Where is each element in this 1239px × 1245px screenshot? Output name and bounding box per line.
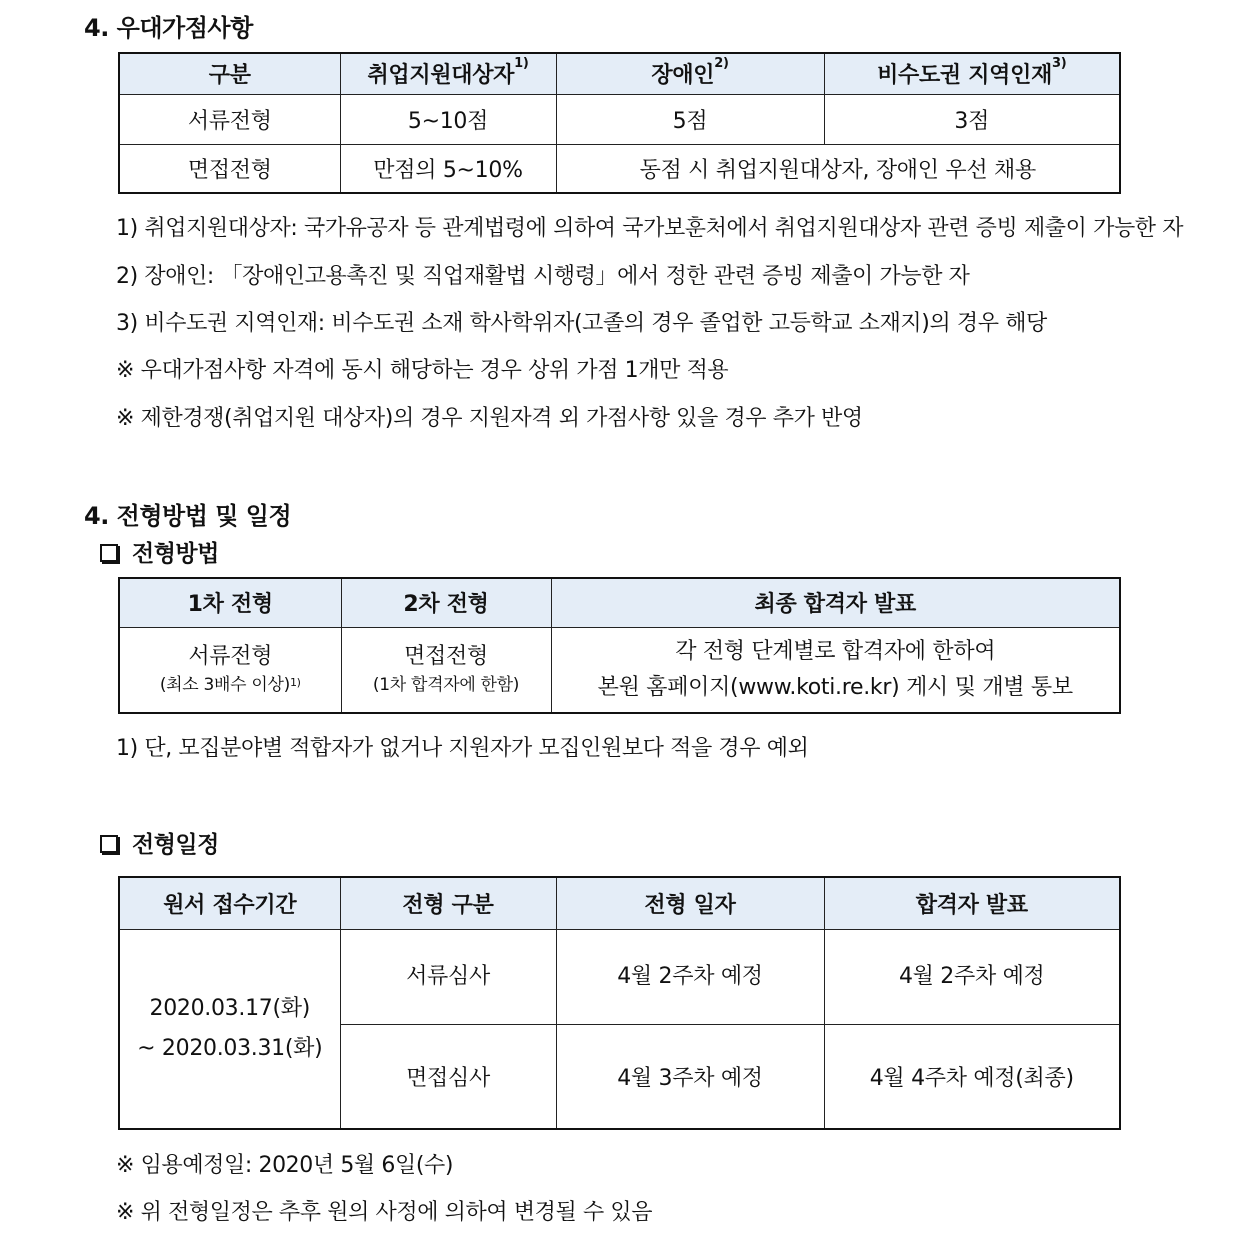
table-header-cell: 1차 전형	[119, 578, 341, 627]
checkbox-square-icon	[100, 544, 118, 562]
subheading-method	[100, 535, 219, 568]
table-cell: 면접전형	[119, 144, 340, 193]
table-header-row	[119, 877, 1120, 929]
table-cell: 서류전형	[119, 94, 340, 144]
table-cell	[119, 929, 340, 1129]
table-cell: 동점 시 취업지원대상자, 장애인 우선 채용	[556, 144, 1120, 193]
table-row	[119, 94, 1120, 144]
stage-condition: (1차 합격자에 한함)	[372, 674, 520, 695]
table-cell: 4월 4주차 예정(최종)	[824, 1024, 1120, 1129]
table-header-cell: 합격자 발표	[824, 877, 1120, 929]
remark: ※ 제한경쟁(취업지원 대상자)의 경우 지원자격 외 가점사항 있을 경우 추가 반영	[116, 406, 863, 431]
table-header-cell: 최종 합격자 발표	[551, 578, 1120, 627]
application-period-end: ~ 2020.03.31(화)	[137, 1035, 323, 1061]
table-cell: 면접심사	[340, 1024, 556, 1129]
table-cell: 4월 3주차 예정	[556, 1024, 824, 1129]
remark: ※ 임용예정일: 2020년 5월 6일(수)	[116, 1153, 454, 1178]
subheading-label: 전형방법	[132, 541, 219, 567]
table-cell	[341, 627, 551, 713]
table-cell: 서류심사	[340, 929, 556, 1024]
table-row	[119, 929, 1120, 1024]
table-cell: 3점	[824, 94, 1120, 144]
table-header-row	[119, 578, 1120, 627]
table-header-cell: 2차 전형	[341, 578, 551, 627]
table-row	[119, 144, 1120, 193]
table-cell	[551, 627, 1120, 713]
table-header-cell: 전형 일자	[556, 877, 824, 929]
remark: ※ 위 전형일정은 추후 원의 사정에 의하여 변경될 수 있음	[116, 1200, 653, 1225]
announcement-line: 본원 홈페이지(www.koti.re.kr) 게시 및 개별 통보	[597, 674, 1073, 700]
footnote: 1) 단, 모집분야별 적합자가 없거나 지원자가 모집인원보다 적을 경우 예외	[116, 736, 809, 761]
table-cell: 4월 2주차 예정	[556, 929, 824, 1024]
method-table	[118, 577, 1121, 714]
table-cell: 4월 2주차 예정	[824, 929, 1120, 1024]
table-cell	[119, 627, 341, 713]
table-header-cell: 비수도권 지역인재$^{3)}$	[824, 53, 1120, 94]
stage-condition: (최소 3배수 이상)$^{1)}$	[159, 674, 301, 695]
table-cell: 5~10점	[340, 94, 556, 144]
table-cell: 만점의 5~10%	[340, 144, 556, 193]
subheading-label: 전형일정	[132, 832, 219, 858]
section-heading-preference: 4. 우대가점사항	[84, 14, 253, 42]
stage-name: 면접전형	[404, 643, 488, 669]
table-header-cell: 장애인$^{2)}$	[556, 53, 824, 94]
stage-name: 서류전형	[188, 643, 273, 669]
schedule-table	[118, 876, 1121, 1130]
table-header-cell: 전형 구분	[340, 877, 556, 929]
announcement-line: 각 전형 단계별로 합격자에 한하여	[675, 638, 996, 664]
footnote: 2) 장애인: 「장애인고용촉진 및 직업재활법 시행령」에서 정한 관련 증빙 제출이 가능한 자	[116, 264, 970, 289]
footnote: 1) 취업지원대상자: 국가유공자 등 관계법령에 의하여 국가보훈처에서 취업지원대상자 관련 증빙 제출이 가능한 자	[116, 216, 1184, 241]
preference-table	[118, 52, 1121, 194]
footnote: 3) 비수도권 지역인재: 비수도권 소재 학사학위자(고졸의 경우 졸업한 고등학교 소재지)의 경우 해당	[116, 311, 1047, 336]
checkbox-square-icon	[100, 835, 118, 853]
table-header-row	[119, 53, 1120, 94]
section-heading-selection: 4. 전형방법 및 일정	[84, 502, 292, 530]
table-header-cell: 원서 접수기간	[119, 877, 340, 929]
subheading-schedule	[100, 826, 219, 859]
remark: ※ 우대가점사항 자격에 동시 해당하는 경우 상위 가점 1개만 적용	[116, 358, 729, 383]
table-row	[119, 627, 1120, 713]
application-period-start: 2020.03.17(화)	[149, 995, 310, 1021]
table-header-cell: 취업지원대상자$^{1)}$	[340, 53, 556, 94]
table-cell: 5점	[556, 94, 824, 144]
table-header-cell: 구분	[119, 53, 340, 94]
